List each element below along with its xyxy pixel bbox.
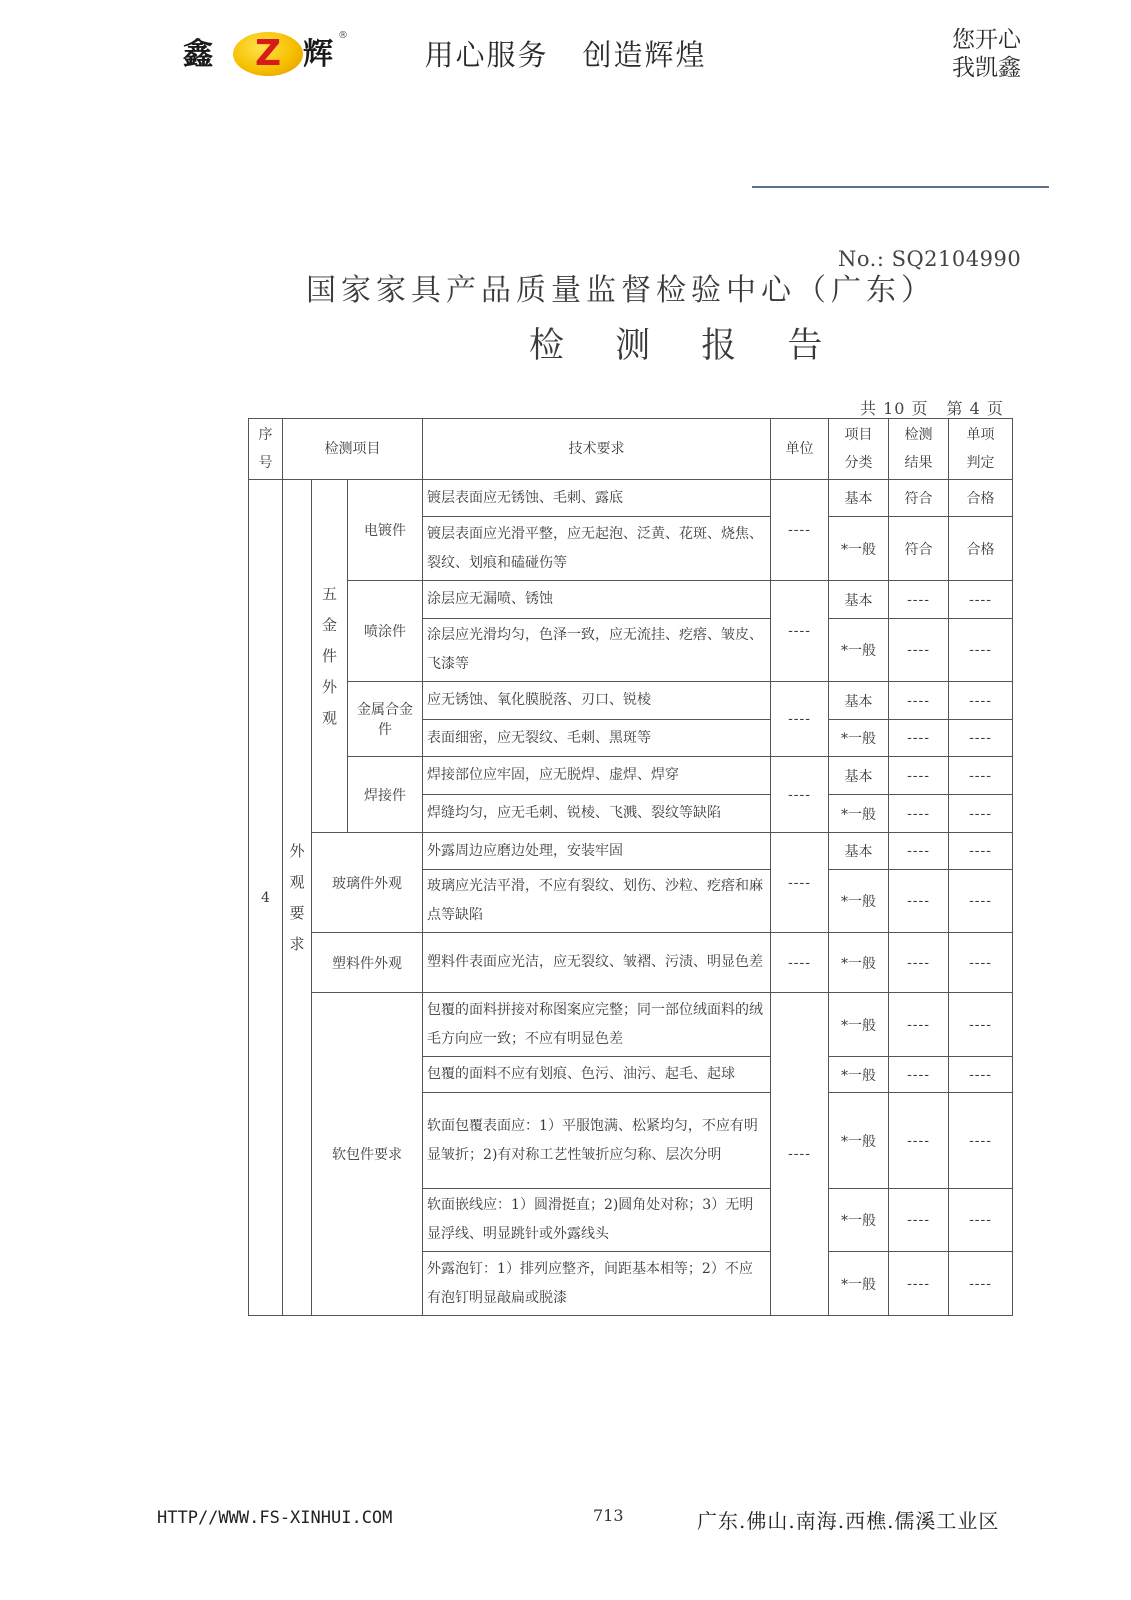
group-label: 喷涂件 <box>348 581 423 682</box>
requirement-cell: 涂层应光滑均匀，色泽一致，应无流挂、疙瘩、皱皮、飞漆等 <box>423 619 771 682</box>
result-cell: ---- <box>889 833 949 870</box>
category-cell: 基本 <box>829 757 889 795</box>
group-label: 金属合金件 <box>348 682 423 757</box>
category-cell: *一般 <box>829 1093 889 1189</box>
table-row <box>249 933 1013 993</box>
requirement-cell: 包覆的面料拼接对称图案应完整；同一部位绒面料的绒毛方向应一致；不应有明显色差 <box>423 993 771 1057</box>
slogan-right: 创造辉煌 <box>582 38 707 72</box>
verdict-cell: ---- <box>949 1189 1013 1252</box>
table-row <box>249 833 1013 870</box>
page-current: 第 4 页 <box>946 399 1004 418</box>
category-cell: *一般 <box>829 870 889 933</box>
category-cell: *一般 <box>829 1057 889 1093</box>
category-cell: *一般 <box>829 619 889 682</box>
result-cell: ---- <box>889 581 949 619</box>
registered-mark: ® <box>338 30 348 41</box>
table-row <box>249 480 1013 517</box>
verdict-cell: 合格 <box>949 517 1013 581</box>
header-category: 项目 分类 <box>829 419 889 480</box>
category-cell: *一般 <box>829 720 889 757</box>
requirement-cell: 软面嵌线应：1）圆滑挺直；2)圆角处对称；3）无明显浮线、明显跳针或外露线头 <box>423 1189 771 1252</box>
requirement-cell: 外露泡钉：1）排列应整齐，间距基本相等；2）不应有泡钉明显敲扁或脱漆 <box>423 1252 771 1316</box>
verdict-cell: ---- <box>949 1093 1013 1189</box>
unit-cell: ---- <box>771 933 829 993</box>
logo-char-left: 鑫 <box>183 37 213 72</box>
requirement-cell: 玻璃应光洁平滑，不应有裂纹、划伤、沙粒、疙瘩和麻点等缺陷 <box>423 870 771 933</box>
category-cell: 基本 <box>829 581 889 619</box>
verdict-cell: ---- <box>949 933 1013 993</box>
verdict-cell: ---- <box>949 720 1013 757</box>
verdict-cell: ---- <box>949 757 1013 795</box>
result-cell: ---- <box>889 870 949 933</box>
verdict-cell: ---- <box>949 682 1013 720</box>
footer-website: HTTP//WWW.FS-XINHUI.COM <box>157 1508 393 1528</box>
requirement-cell: 焊接部位应牢固，应无脱焊、虚焊、焊穿 <box>423 757 771 795</box>
unit-cell: ---- <box>771 480 829 581</box>
unit-cell: ---- <box>771 833 829 933</box>
verdict-cell: ---- <box>949 795 1013 833</box>
verdict-cell: ---- <box>949 993 1013 1057</box>
header-verdict: 单项 判定 <box>949 419 1013 480</box>
seq-cell: 4 <box>249 480 283 1316</box>
category-cell: *一般 <box>829 1189 889 1252</box>
corner-motto-line1: 您开心 <box>952 27 1021 53</box>
organization-name: 国家家具产品质量监督检验中心（广东） <box>306 273 936 308</box>
requirement-cell: 包覆的面料不应有划痕、色污、油污、起毛、起球 <box>423 1057 771 1093</box>
hardware-appearance-cell: 五 金 件 外 观 <box>312 480 348 833</box>
category-cell: *一般 <box>829 1252 889 1316</box>
table-row <box>249 581 1013 619</box>
result-cell: ---- <box>889 1093 949 1189</box>
verdict-cell: ---- <box>949 833 1013 870</box>
page-count <box>860 396 1004 419</box>
group-label: 塑料件外观 <box>312 933 423 993</box>
requirement-cell: 焊缝均匀，应无毛刺、锐棱、飞溅、裂纹等缺陷 <box>423 795 771 833</box>
group-label: 电镀件 <box>348 480 423 581</box>
result-cell: ---- <box>889 1189 949 1252</box>
report-title: 检 测 报 告 <box>529 326 843 366</box>
unit-cell: ---- <box>771 993 829 1316</box>
verdict-cell: ---- <box>949 581 1013 619</box>
logo-z-mark: Z <box>254 33 282 74</box>
result-cell: 符合 <box>889 480 949 517</box>
result-cell: ---- <box>889 682 949 720</box>
category-cell: *一般 <box>829 993 889 1057</box>
requirement-cell: 软面包覆表面应：1）平服饱满、松紧均匀，不应有明显皱折；2)有对称工艺性皱折应匀称、层次分明 <box>423 1093 771 1189</box>
header-result: 检测 结果 <box>889 419 949 480</box>
header-requirement: 技术要求 <box>423 419 771 480</box>
result-cell: ---- <box>889 619 949 682</box>
unit-cell: ---- <box>771 757 829 833</box>
verdict-cell: ---- <box>949 1252 1013 1316</box>
requirement-cell: 镀层表面应光滑平整，应无起泡、泛黄、花斑、烧焦、裂纹、划痕和磕碰伤等 <box>423 517 771 581</box>
page-total: 共 10 页 <box>860 399 929 418</box>
table-row <box>249 993 1013 1057</box>
category-cell: 基本 <box>829 833 889 870</box>
requirement-cell: 涂层应无漏喷、锈蚀 <box>423 581 771 619</box>
verdict-cell: ---- <box>949 619 1013 682</box>
header-seq: 序号 <box>249 419 283 480</box>
table-row <box>249 757 1013 795</box>
unit-cell: ---- <box>771 581 829 682</box>
result-cell: ---- <box>889 720 949 757</box>
report-number: No.: SQ2104990 <box>838 247 1022 271</box>
corner-motto <box>952 26 1021 82</box>
header-unit: 单位 <box>771 419 829 480</box>
category-cell: *一般 <box>829 933 889 993</box>
unit-cell: ---- <box>771 682 829 757</box>
result-cell: ---- <box>889 933 949 993</box>
requirement-cell: 塑料件表面应光洁，应无裂纹、皱褶、污渍、明显色差 <box>423 933 771 993</box>
result-cell: ---- <box>889 1057 949 1093</box>
table-header-row <box>249 419 1013 480</box>
result-cell: 符合 <box>889 517 949 581</box>
requirement-cell: 镀层表面应无锈蚀、毛刺、露底 <box>423 480 771 517</box>
category-cell: 基本 <box>829 480 889 517</box>
verdict-cell: ---- <box>949 1057 1013 1093</box>
result-cell: ---- <box>889 795 949 833</box>
category-cell: *一般 <box>829 517 889 581</box>
header-divider <box>752 186 1049 188</box>
footer-page-number: 713 <box>593 1506 624 1525</box>
category-cell: 基本 <box>829 682 889 720</box>
group-label: 软包件要求 <box>312 993 423 1316</box>
corner-motto-line2: 我凯鑫 <box>952 55 1021 81</box>
group-label: 玻璃件外观 <box>312 833 423 933</box>
requirement-cell: 外露周边应磨边处理，安装牢固 <box>423 833 771 870</box>
section-appearance-cell: 外 观 要 求 <box>283 480 312 1316</box>
result-cell: ---- <box>889 1252 949 1316</box>
requirement-cell: 表面细密，应无裂纹、毛刺、黑斑等 <box>423 720 771 757</box>
group-label: 焊接件 <box>348 757 423 833</box>
result-cell: ---- <box>889 757 949 795</box>
slogan-left: 用心服务 <box>424 38 549 72</box>
category-cell: *一般 <box>829 795 889 833</box>
footer-address: 广东.佛山.南海.西樵.儒溪工业区 <box>697 1509 1000 1533</box>
result-cell: ---- <box>889 993 949 1057</box>
verdict-cell: 合格 <box>949 480 1013 517</box>
verdict-cell: ---- <box>949 870 1013 933</box>
requirement-cell: 应无锈蚀、氧化膜脱落、刃口、锐棱 <box>423 682 771 720</box>
inspection-table <box>248 418 1013 1316</box>
logo-char-right: 辉 <box>303 37 333 72</box>
table-row <box>249 682 1013 720</box>
header-item: 检测项目 <box>283 419 423 480</box>
